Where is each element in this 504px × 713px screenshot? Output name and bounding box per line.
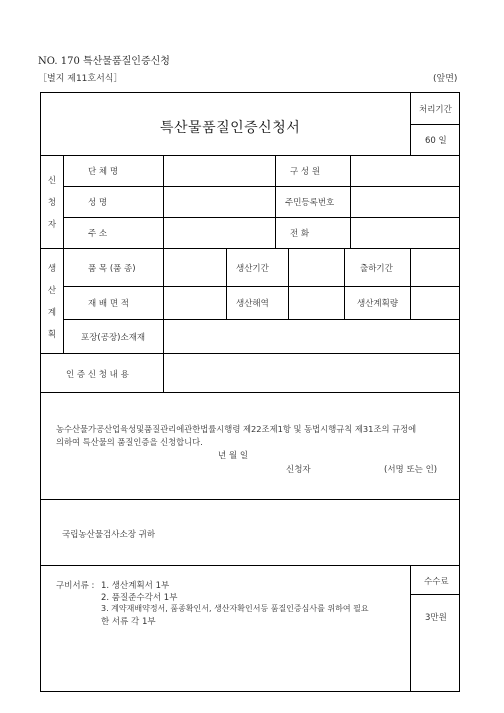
form-number: NO. 170 특산물품질인증신청 <box>38 56 170 67</box>
fee-label: 수수료 <box>424 577 449 587</box>
recipient: 국립농산물검사소장 귀하 <box>62 530 156 540</box>
packing-site-label: 포장(공장)소재재 <box>81 333 146 343</box>
phone-label: 전 화 <box>290 229 310 239</box>
sign-note: (서명 또는 인) <box>384 465 438 475</box>
row-line <box>40 248 460 249</box>
page-side-label: (앞면) <box>433 74 458 84</box>
label-divider <box>163 155 164 392</box>
col-divider <box>275 155 276 248</box>
group-divider <box>63 155 64 353</box>
org-name-label: 단 체 명 <box>88 167 119 177</box>
form-reference: ［별지 제11호서식］ <box>38 74 123 84</box>
row-line <box>63 286 460 287</box>
processing-period-label: 처리기간 <box>419 105 452 115</box>
resident-no-label: 주민등록번호 <box>285 198 335 208</box>
row-line <box>40 392 460 393</box>
row-line <box>40 155 460 156</box>
row-line <box>40 353 460 354</box>
statement-line-1: 농수산물가공산업육성및품질관리에관한법률시행령 제22조제1항 및 동법시행규칙 제31조의 규정에 <box>56 424 417 434</box>
col-divider <box>288 248 289 319</box>
required-doc-item: 한 서류 각 1부 <box>101 617 156 627</box>
cert-content-label: 인 증 신 청 내 용 <box>66 370 129 380</box>
form-title: 특산물품질인증신청서 <box>160 120 301 136</box>
col-divider <box>344 248 345 319</box>
statement-line-2: 의하여 특산물의 품질인증을 신청합니다. <box>56 437 203 447</box>
production-period-label: 생산기간 <box>236 264 269 274</box>
required-doc-item: 2. 품질준수각서 1부 <box>101 593 178 603</box>
row-line <box>40 565 460 566</box>
required-doc-item: 3. 계약재배약정서, 품종확인서, 생산자확인서등 품질인증심사를 위하여 필요 <box>101 604 369 613</box>
fee-divider <box>410 565 411 692</box>
row-line <box>40 499 460 500</box>
area-label: 재 배 면 적 <box>88 299 129 309</box>
fee-value: 3만원 <box>425 613 447 623</box>
address-label: 주 소 <box>88 229 108 239</box>
members-label: 구 성 원 <box>290 167 321 177</box>
processing-split <box>410 124 460 125</box>
fee-split <box>410 594 460 595</box>
col-divider <box>226 248 227 319</box>
col-divider <box>410 248 411 319</box>
required-docs-label: 구비서류 : <box>56 581 95 591</box>
row-line <box>63 217 460 218</box>
name-label: 성 명 <box>88 198 108 208</box>
applicant-group-label: 신 청 자 <box>47 176 57 230</box>
applicant-sign-label: 신청자 <box>286 465 311 475</box>
planned-amount-label: 생산계획량 <box>357 299 399 309</box>
production-group-label: 생 산 계 획 <box>47 264 57 340</box>
row-line <box>63 319 460 320</box>
required-doc-item: 1. 생산계획서 1부 <box>101 581 170 591</box>
date-line: 년 월 일 <box>218 451 249 461</box>
shipping-period-label: 출하기간 <box>360 264 393 274</box>
row-line <box>63 186 460 187</box>
col-divider <box>350 155 351 248</box>
item-label: 품 목 (품 종) <box>88 264 136 274</box>
production-region-label: 생산해역 <box>236 299 269 309</box>
processing-period-value: 60 일 <box>425 136 447 146</box>
